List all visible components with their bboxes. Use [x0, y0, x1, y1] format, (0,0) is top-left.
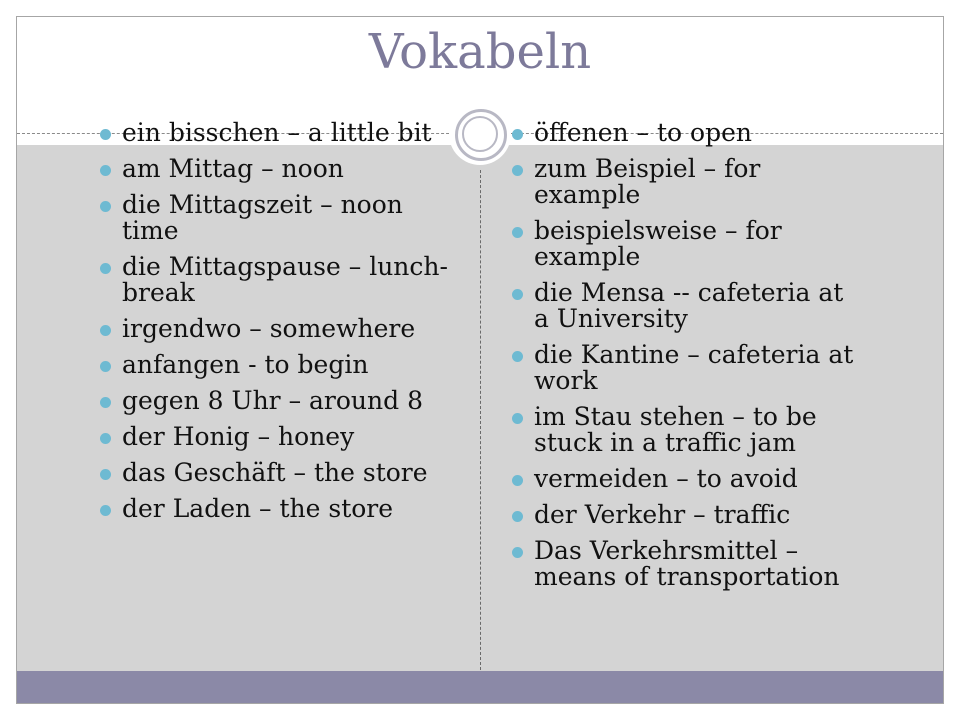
- bullet-icon: [100, 433, 111, 444]
- list-item: [512, 280, 857, 332]
- list-item: [100, 254, 460, 306]
- list-item: [100, 460, 460, 486]
- bullet-icon: [100, 325, 111, 336]
- list-item: [100, 156, 460, 182]
- vocab-text: beispielsweise – for example: [534, 216, 782, 271]
- vocab-text: anfangen - to begin: [122, 350, 369, 379]
- vocab-text: das Geschäft – the store: [122, 458, 428, 487]
- list-item: [100, 388, 460, 414]
- vocab-text: die Mensa -- cafeteria at a University: [534, 278, 844, 333]
- list-item: [512, 466, 857, 492]
- list-item: [512, 538, 857, 590]
- bullet-icon: [512, 475, 523, 486]
- slide-title: Vokabeln: [368, 24, 592, 80]
- left-vocab-list: [100, 120, 460, 532]
- right-vocab-list: [512, 120, 857, 600]
- list-item: [512, 342, 857, 394]
- list-item: [100, 120, 460, 146]
- list-item: [100, 192, 460, 244]
- vocab-text: der Verkehr – traffic: [534, 500, 791, 529]
- vocab-text: die Kantine – cafeteria at work: [534, 340, 854, 395]
- bullet-icon: [512, 165, 523, 176]
- vocab-text: im Stau stehen – to be stuck in a traffic jam: [534, 402, 817, 457]
- vocab-text: der Honig – honey: [122, 422, 355, 451]
- vocab-text: die Mittagspause – lunch-break: [122, 252, 448, 307]
- vocab-text: am Mittag – noon: [122, 154, 344, 183]
- list-item: [512, 156, 857, 208]
- bullet-icon: [512, 413, 523, 424]
- bullet-icon: [100, 361, 111, 372]
- bullet-icon: [100, 469, 111, 480]
- bullet-icon: [512, 227, 523, 238]
- bullet-icon: [512, 129, 523, 140]
- vocab-text: gegen 8 Uhr – around 8: [122, 386, 423, 415]
- vocab-text: Das Verkehrsmittel – means of transportation: [534, 536, 840, 591]
- list-item: [100, 316, 460, 342]
- list-item: [100, 424, 460, 450]
- bullet-icon: [512, 289, 523, 300]
- list-item: [100, 496, 460, 522]
- vocab-text: die Mittagszeit – noon time: [122, 190, 403, 245]
- bullet-icon: [100, 129, 111, 140]
- footer-bar: [17, 671, 943, 703]
- vocab-text: der Laden – the store: [122, 494, 394, 523]
- vocab-text: zum Beispiel – for example: [534, 154, 761, 209]
- bullet-icon: [512, 351, 523, 362]
- bullet-icon: [100, 505, 111, 516]
- bullet-icon: [512, 511, 523, 522]
- list-item: [512, 120, 857, 146]
- bullet-icon: [512, 547, 523, 558]
- vocab-text: öffenen – to open: [534, 118, 752, 147]
- bullet-icon: [100, 263, 111, 274]
- bullet-icon: [100, 165, 111, 176]
- column-divider: [480, 170, 481, 670]
- list-item: [100, 352, 460, 378]
- vocab-text: ein bisschen – a little bit: [122, 118, 432, 147]
- list-item: [512, 218, 857, 270]
- list-item: [512, 404, 857, 456]
- list-item: [512, 502, 857, 528]
- vocab-text: vermeiden – to avoid: [534, 464, 798, 493]
- bullet-icon: [100, 397, 111, 408]
- vocab-text: irgendwo – somewhere: [122, 314, 416, 343]
- bullet-icon: [100, 201, 111, 212]
